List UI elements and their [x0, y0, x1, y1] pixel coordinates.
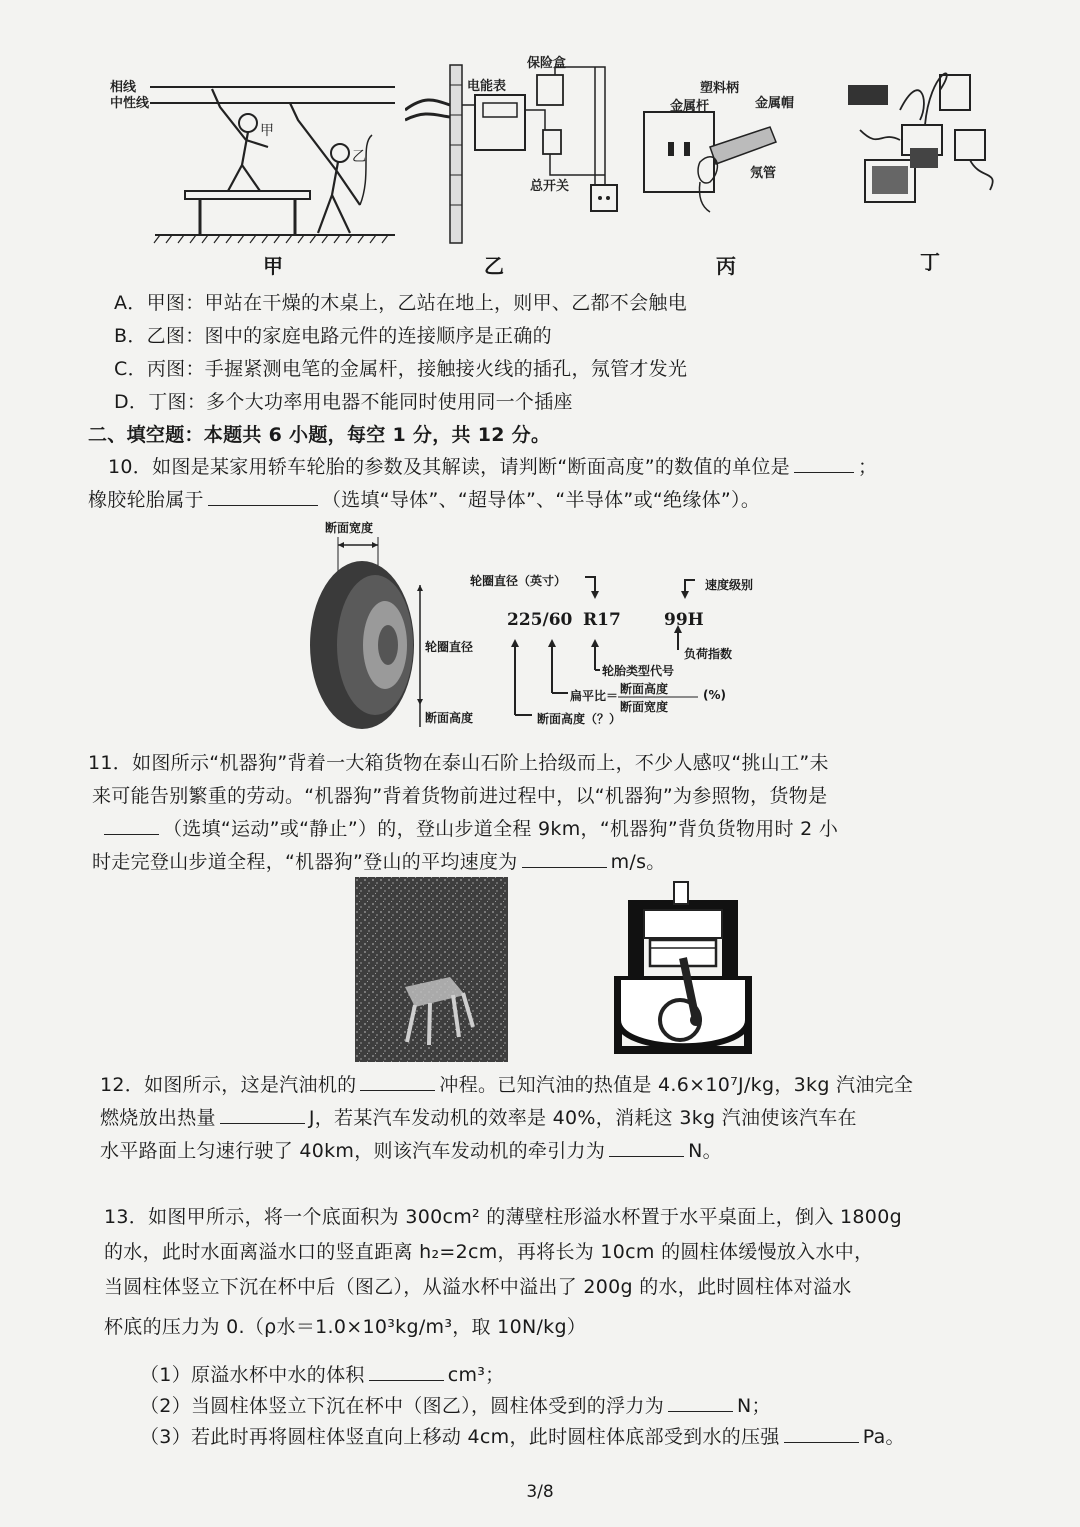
q10-text: 10．如图是某家用轿车轮胎的参数及其解读，请判断“断面高度”的数值的单位是 — [108, 456, 790, 478]
q12-blank-2[interactable] — [220, 1122, 305, 1124]
metal-rod-label: 金属杆 — [670, 99, 710, 114]
q11-line3 — [100, 814, 838, 841]
figure-bing-caption: 丙 — [716, 254, 736, 278]
q13-sub3-unit: Pa。 — [862, 1426, 905, 1448]
tire-code-size: 225/60 — [507, 610, 573, 630]
tire-rim-inch-label: 轮圈直径（英寸） — [470, 574, 567, 588]
q13-sub2-text: （2）当圆柱体竖立下沉在杯中（图乙），圆柱体受到的浮力为 — [140, 1395, 664, 1417]
option-b: B．乙图：图中的家庭电路元件的连接顺序是正确的 — [114, 325, 552, 347]
main-switch-label: 总开关 — [530, 179, 570, 194]
q13-sub3-text: （3）若此时再将圆柱体竖直向上移动 4cm，此时圆柱体底部受到水的压强 — [140, 1426, 780, 1448]
q13-sub1 — [140, 1360, 504, 1387]
figure-jia-caption: 甲 — [263, 254, 283, 278]
q12-text-2b: J，若某汽车发动机的效率是 40%，消耗这 3kg 汽油使该汽车在 — [308, 1107, 857, 1129]
figure-bing — [640, 72, 810, 242]
q12-line1 — [100, 1070, 913, 1097]
q10-text-end: ； — [857, 456, 878, 478]
q12-text-1a: 12．如图所示，这是汽油机的 — [100, 1074, 357, 1096]
q13-line2: 的水，此时水面离溢水口的竖直距离 h₂=2cm，再将长为 10cm 的圆柱体缓慢放入水中， — [104, 1241, 874, 1263]
q13-line1: 13．如图甲所示，将一个底面积为 300cm² 的薄壁柱形溢水杯置于水平桌面上，倒入 1800g — [104, 1206, 902, 1228]
q11-line4 — [92, 847, 666, 874]
meter-label: 电能表 — [467, 79, 507, 94]
tire-speed-rating-label: 速度级别 — [705, 578, 754, 592]
q13-sub1-unit: cm³； — [447, 1364, 505, 1386]
q11-text-4b: m/s。 — [610, 851, 666, 873]
tire-section-height-label: 断面高度 — [425, 711, 474, 725]
q11-blank-1[interactable] — [104, 833, 159, 835]
q13-blank-3[interactable] — [784, 1441, 859, 1443]
tire-ratio-numerator: 断面高度 — [620, 682, 669, 696]
neutral-wire-label: 中性线 — [110, 96, 150, 111]
q12-text-3a: 水平路面上匀速行驶了 40km，则该汽车发动机的牵引力为 — [100, 1140, 606, 1162]
tire-height-question-label: 断面高度（？） — [537, 712, 622, 726]
q13-blank-1[interactable] — [369, 1379, 444, 1381]
plastic-sleeve-label: 塑料柄 — [700, 81, 740, 96]
q11-text-3: （选填“运动”或“静止”）的，登山步道全程 9km，“机器狗”背负货物用时 2 小 — [163, 818, 839, 840]
q13-blank-2[interactable] — [668, 1410, 733, 1412]
q12-text-3b: N。 — [688, 1140, 722, 1162]
robot-dog-photo — [355, 877, 508, 1062]
q11-line1: 11．如图所示“机器狗”背着一大箱货物在泰山石阶上拾级而上，不少人感叹“挑山工”未 — [88, 752, 829, 774]
q10-line1 — [108, 452, 877, 479]
q13-sub3 — [140, 1422, 905, 1449]
q12-text-2a: 燃烧放出热量 — [100, 1107, 216, 1129]
q13-sub2 — [140, 1391, 771, 1418]
q13-sub2-unit: N； — [737, 1395, 771, 1417]
tire-load-index-label: 负荷指数 — [684, 647, 733, 661]
live-wire-label: 相线 — [110, 80, 137, 95]
section-2-heading: 二、填空题：本题共 6 小题，每空 1 分，共 12 分。 — [88, 424, 551, 446]
q10-line2 — [88, 485, 760, 512]
tire-rim-diameter-label: 轮圈直径 — [425, 640, 474, 654]
q11-blank-2[interactable] — [522, 866, 607, 868]
option-a: A．甲图：甲站在干燥的木桌上，乙站在地上，则甲、乙都不会触电 — [114, 292, 687, 314]
fuse-box-label: 保险盒 — [527, 56, 567, 71]
q12-blank-1[interactable] — [360, 1089, 435, 1091]
tire-aspect-ratio-label: 扁平比＝ — [570, 689, 619, 703]
q13-sub1-text: （1）原溢水杯中水的体积 — [140, 1364, 365, 1386]
tire-code-load-speed: 99H — [664, 610, 704, 630]
q13-line4: 杯底的压力为 0.（ρ水＝1.0×10³kg/m³，取 10N/kg） — [104, 1316, 587, 1338]
q13-line3: 当圆柱体竖立下沉在杯中后（图乙），从溢水杯中溢出了 200g 的水，此时圆柱体对溢水 — [104, 1276, 852, 1298]
engine-diagram — [608, 880, 758, 1060]
metal-cap-label: 金属帽 — [755, 96, 795, 111]
tire-type-code-label: 轮胎类型代号 — [602, 664, 675, 678]
q11-line2: 来可能告别繁重的劳动。“机器狗”背着货物前进过程中，以“机器狗”为参照物，货物是 — [92, 785, 828, 807]
figure-jia — [110, 65, 400, 250]
q11-text-4a: 时走完登山步道全程，“机器狗”登山的平均速度为 — [92, 851, 518, 873]
tire-code-type: R17 — [583, 610, 621, 630]
neon-tube-label: 氖管 — [750, 166, 777, 181]
option-d: D．丁图：多个大功率用电器不能同时使用同一个插座 — [114, 391, 573, 413]
q10-text-2b: （选填“导体”、“超导体”、“半导体”或“绝缘体”）。 — [321, 489, 761, 511]
figure-yi — [405, 55, 635, 245]
q12-line3 — [100, 1136, 722, 1163]
figure-yi-caption: 乙 — [484, 254, 504, 278]
tire-ratio-unit: (%) — [703, 688, 726, 702]
figure-ding — [840, 60, 1005, 210]
option-c: C．丙图：手握紧测电笔的金属杆，接触接火线的插孔，氖管才发光 — [114, 358, 688, 380]
q10-blank-1[interactable] — [794, 471, 854, 473]
tire-width-label: 断面宽度 — [325, 521, 374, 535]
q10-blank-2[interactable] — [208, 504, 318, 506]
person-b-label: 乙 — [352, 149, 366, 165]
q10-text-2a: 橡胶轮胎属于 — [88, 489, 204, 511]
tire-ratio-denominator: 断面宽度 — [620, 700, 669, 714]
q12-line2 — [100, 1103, 857, 1130]
figure-ding-caption: 丁 — [920, 250, 940, 274]
person-a-label: 甲 — [260, 123, 274, 139]
q12-blank-3[interactable] — [609, 1155, 684, 1157]
page-number: 3/8 — [526, 1482, 554, 1502]
q12-text-1b: 冲程。已知汽油的热值是 4.6×10⁷J/kg，3kg 汽油完全 — [439, 1074, 914, 1096]
